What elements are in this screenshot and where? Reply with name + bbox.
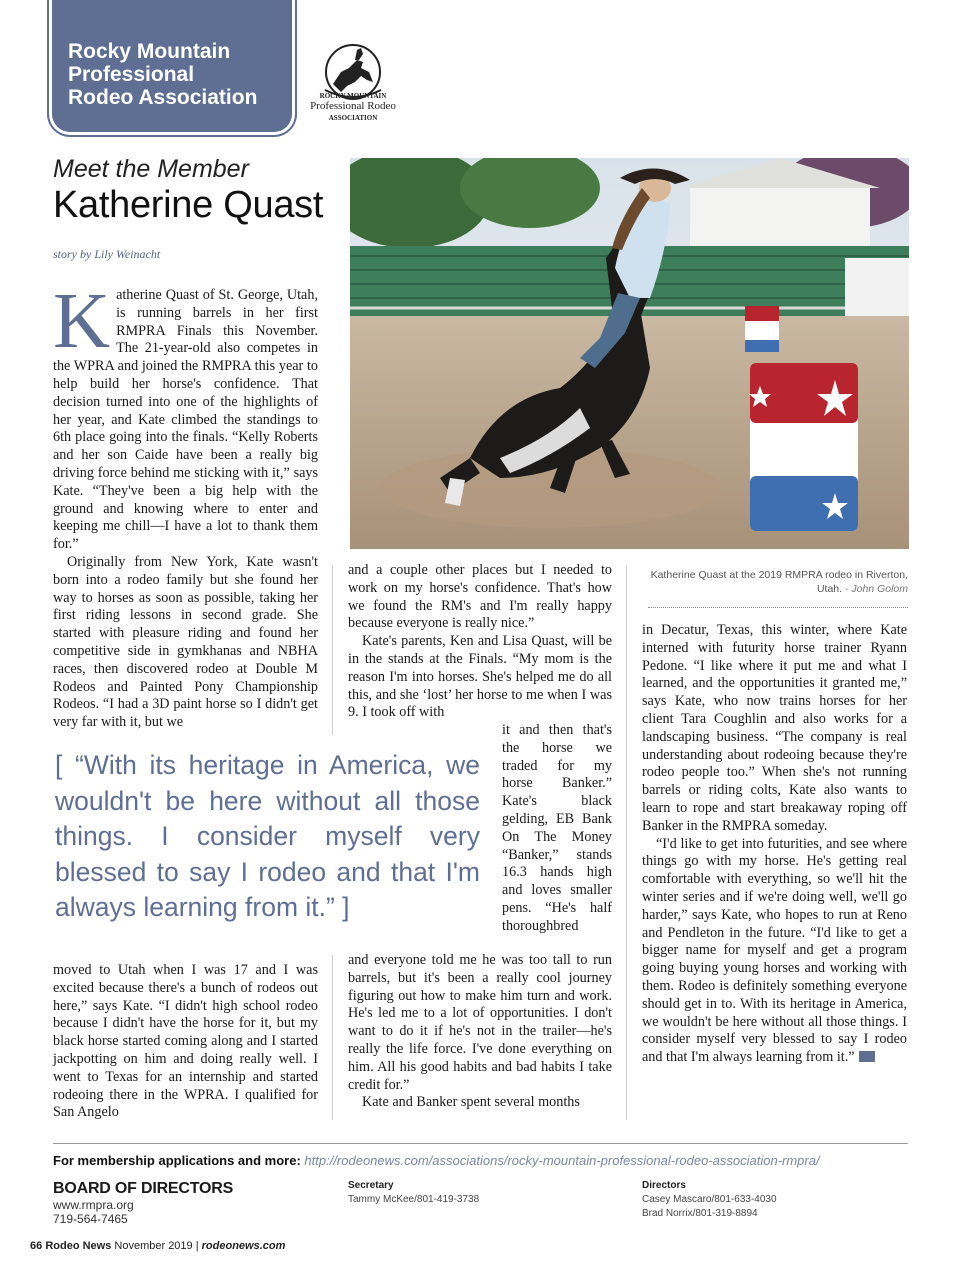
board-phone: 719-564-7465 xyxy=(53,1212,128,1226)
footer-separator: | xyxy=(195,1240,199,1252)
lead-text: atherine Quast of St. George, Utah, is running barrels in her first RMPRA Finals this November. The 21-year-old also competes in the WPRA and joined the RMPRA this year to help build her horse's confidence. That decision turned into one of the highlights of her year, and Kate climbed the standings to 6th place going into the finals. “Kelly Roberts and her son Caide have been a really big driving force behind me sticking with it,” says Kate. “They've been a big help with the ground and knowing where to enter and keeping me chill—I have a lot to thank them for.” xyxy=(53,287,318,553)
caption-text: Katherine Quast at the 2019 RMPRA rodeo in Riverton, Utah. xyxy=(650,569,908,595)
article-paragraph xyxy=(53,278,318,554)
membership-label: For membership applications and more: xyxy=(53,1153,301,1168)
column-1-top xyxy=(53,278,318,732)
column-1-bottom xyxy=(53,962,318,1122)
director-contact: Brad Norrix/801-319-8894 xyxy=(642,1208,758,1219)
association-name-line: Rocky Mountain xyxy=(68,40,231,63)
pull-quote: [ “With its heritage in America, we wouldn't be here without all those things. I consider myself very blessed to say I rodeo and that I'm always learning from it.” ] xyxy=(55,750,480,922)
footer-divider xyxy=(53,1143,908,1144)
article-paragraph: it and then that's the horse we traded for my horse Banker.” Kate's black gelding, EB Bank On The Money “Banker,” stands 16.3 hands high and loves smaller pens. “He's half thoroughbred xyxy=(502,722,612,934)
column-divider xyxy=(332,565,333,735)
magazine-name: Rodeo News xyxy=(45,1240,112,1252)
logo-text: ROCKY MOUNTAIN xyxy=(319,92,387,100)
secretary-label: Secretary xyxy=(348,1180,394,1191)
membership-line xyxy=(53,1153,820,1168)
secretary-contact: Tammy McKee/801-419-3738 xyxy=(348,1194,480,1205)
column-2-top xyxy=(348,562,612,722)
drop-cap: K xyxy=(53,278,111,365)
article-paragraph: Kate's parents, Ken and Lisa Quast, will be in the stands at the Finals. “My mom is the reason I'm into horses. She's helped me do all this, and she ‘lost’ her horse to me when I was 9. I took off with xyxy=(348,633,612,721)
article-paragraph: and a couple other places but I needed to work on my horse's confidence. That's how we found the RM's and I'm really happy because everyone is really nice.” xyxy=(348,562,612,632)
article-paragraph: and everyone told me he was too tall to run barrels, but it's been a really cool journey figuring out how to make him turn and work. He's led me to a lot of opportunities. I don't want to do it if he's not in the trailer—he's really the life force. I've done everything on him. All his good habits and bad habits I take credit for.” xyxy=(348,952,612,1093)
article-byline: story by Lily Weinacht xyxy=(53,247,161,261)
column-3 xyxy=(642,622,907,1067)
paragraph-text: “I'd like to get into futurities, and see where things go with my horse. He's getting real comfortable with everything, so we'll hit the winter series and if we're doing well, we'll go harder,” says Kate, who hopes to run at Reno and Pendleton in the future. “I'd like to get a bigger name for myself and get a program going buying young horses and working with them. Rodeo is definitely something everyone should get in to. With its heritage in America, we wouldn't be here without all those things. I consider myself very blessed to say I rodeo and that I'm always learning from it.” xyxy=(642,835,907,1066)
article-kicker: Meet the Member xyxy=(53,155,249,183)
article-paragraph: Originally from New York, Kate wasn't born into a rodeo family but she found her way to horses as soon as possible, taking her first riding lessons in second grade. She started with pleasure riding and found her competitive side in gymkhanas and NBHA races, then discovered rodeo at Double M Rodeos and Painted Pony Championship Rodeos. “I had a 3D paint horse so I didn't get very far with it, but we xyxy=(53,553,318,731)
association-name-line: Professional xyxy=(68,63,195,86)
photo-credit: - John Golom xyxy=(844,583,908,595)
photo-caption xyxy=(640,568,908,596)
board-title: BOARD OF DIRECTORS xyxy=(53,1180,234,1197)
article-title: Katherine Quast xyxy=(53,184,324,226)
logo-text: Professional Rodeo xyxy=(310,100,396,112)
board-website[interactable]: www.rmpra.org xyxy=(53,1198,134,1212)
article-paragraph: moved to Utah when I was 17 and I was excited because there's a bunch of rodeos out here,” says Kate. “I didn't high school rodeo because I didn't have the horse for it, but my black horse started coming along and I started jackpotting on him and doing really well. I went to Texas for an internship and started rodeoing there in the WPRA. I qualified for San Angelo xyxy=(53,962,318,1121)
page-number: 66 xyxy=(30,1240,43,1252)
director-contact: Casey Mascaro/801-633-4030 xyxy=(642,1194,777,1205)
caption-divider xyxy=(648,607,908,608)
article-paragraph: in Decatur, Texas, this winter, where Kate interned with futurity horse trainer Ryann Pedone. “I like where it put me and what I learned, and the opportunities it granted me,” says Kate, who now trains horses for her client Tara Coughlin and also works for a landscaping business. “The company is real understanding about rodeoing because they're rodeo people too.” When she's not running barrels or riding colts, Kate also wants to learn to rope and start breakaway roping off Banker in the RMPRA someday. xyxy=(642,622,907,834)
association-name-box xyxy=(52,0,292,132)
rmpra-logo xyxy=(305,38,401,124)
footer-site[interactable]: rodeonews.com xyxy=(201,1240,286,1252)
end-mark-icon xyxy=(859,1051,875,1062)
article-paragraph: Kate and Banker spent several months xyxy=(362,1094,580,1111)
association-name-line: Rodeo Association xyxy=(68,86,258,109)
column-2-bottom xyxy=(348,952,612,1112)
membership-link[interactable]: http://rodeonews.com/associations/rocky-mountain-professional-rodeo-association-rmpra/ xyxy=(304,1153,820,1168)
article-paragraph xyxy=(642,836,907,1067)
column-divider xyxy=(626,565,627,1120)
barrel-racing-photo xyxy=(350,158,909,549)
logo-text: ASSOCIATION xyxy=(328,114,378,122)
directors-label: Directors xyxy=(642,1180,686,1191)
column-divider xyxy=(332,955,333,1120)
page-footer xyxy=(30,1240,285,1252)
column-2-narrow xyxy=(502,722,612,936)
issue-date: November 2019 xyxy=(114,1240,193,1252)
